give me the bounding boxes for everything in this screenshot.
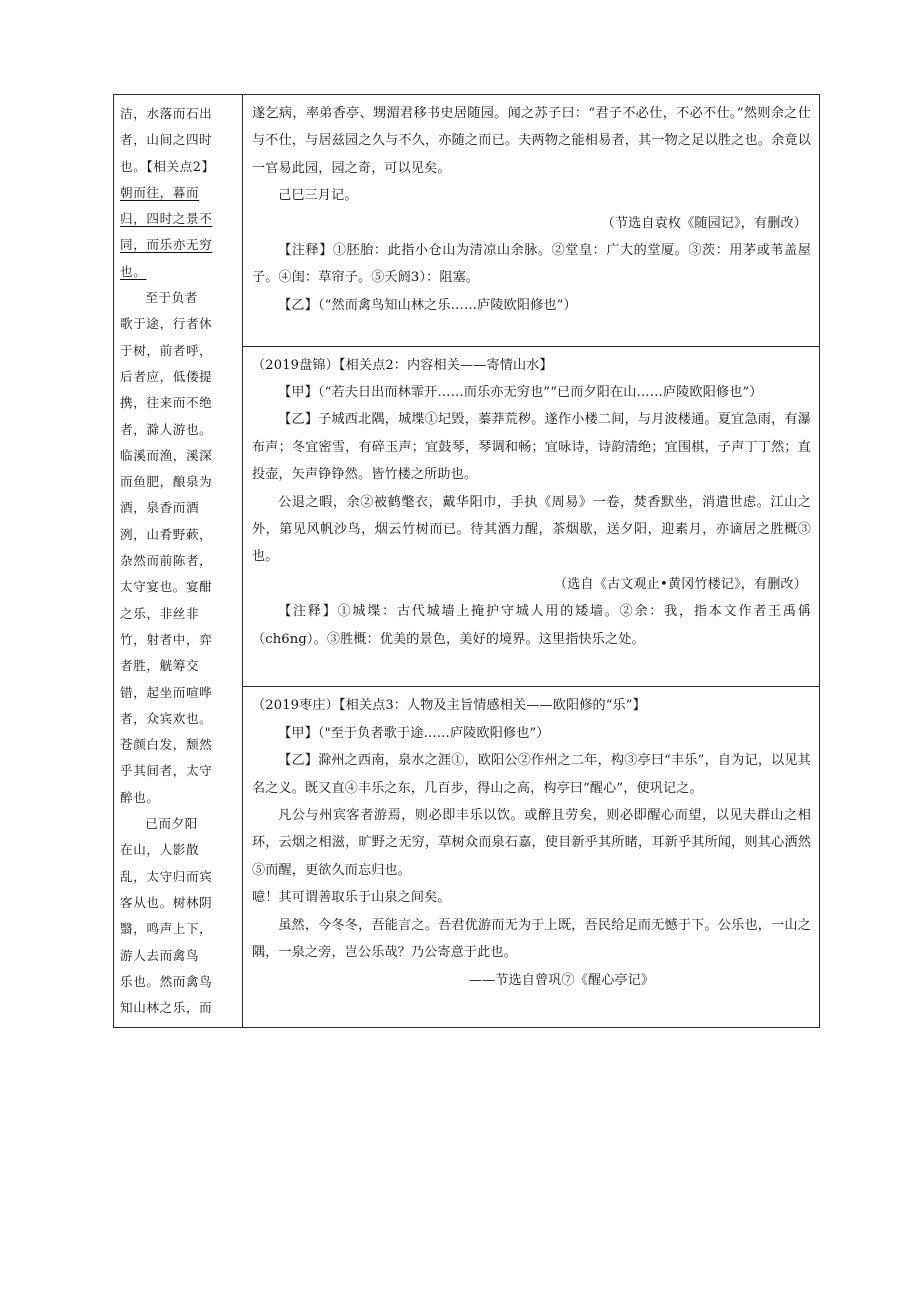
right-row-suiyuanji [243, 95, 820, 347]
left-passage-line: 太守宴也。宴酣 [120, 579, 213, 595]
left-passage-line [120, 232, 237, 258]
passage-paragraph: （2019盘锦）【相关点2：内容相关——寄情山水】 [252, 357, 553, 373]
passage-paragraph: 虽然，今冬冬，吾能言之。吾君优游而无为于上既，吾民给足而无憾于下。公乐也，一山之隅，一泉之旁，岂公乐哉？乃公寄意于此也。 [252, 917, 811, 961]
passage-paragraph: 己巳三月记。 [278, 188, 358, 204]
passage-paragraph: 【乙】子城西北隅，城堞①圮毁，蓁莽荒秽。遂作小楼二间，与月波楼通。夏宜急雨，有瀑布声；冬宜密雪，有碎玉声；宜鼓琴，琴调和畅；宜咏诗，诗韵清绝；宜围棋，子声丁丁然；直投壶，矢声铮铮然。皆竹楼之所助也。 [252, 412, 811, 483]
left-passage-cell [114, 95, 243, 1028]
passage-paragraph: 噫！其可谓善取乐于山泉之间矣。 [252, 890, 451, 906]
left-passage-line: 也。【相关点2】 [120, 158, 215, 174]
left-passage-line: 洌，山肴野蔌， [120, 526, 213, 542]
passage-paragraph: 【乙】（“然而禽鸟知山林之乐……庐陵欧阳修也”） [278, 297, 577, 313]
left-passage-line: 而鱼肥，酿泉为 [120, 474, 213, 490]
left-passage-line: 杂然而前陈者， [120, 553, 213, 569]
passage-paragraph: 遂乞病，率弟香亭、甥湄君移书史居随园。闻之苏子曰：“君子不必仕，不必不仕。”然则余之仕与不仕，与居兹园之久与不久，亦随之而已。夫两物之能相易者，其一物之足以胜之也。余竟以一官易此园，园之奇，可以见矣。 [252, 106, 811, 176]
passage-paragraph: （2019枣庄）【相关点3：人物及主旨情感相关——欧阳修的“乐”】 [252, 698, 646, 714]
left-passage-text [120, 101, 237, 1021]
passage-paragraph: 【甲】（"至于负者歌于途……庐陵欧阳修也”） [278, 725, 550, 741]
left-passage-line: 乱，太守归而宾 [120, 868, 213, 884]
passage-paragraph: 【注释】①胚胎：此指小仓山为清凉山余脉。②堂皇：广大的堂厦。③茨：用茅或苇盖屋子。④闺：草帘子。⑤夭阏3）：阻塞。 [252, 243, 811, 286]
left-passage-line: 乐也。然而禽鸟 [120, 973, 213, 989]
left-passage-line: 者，山间之四时 [120, 132, 213, 148]
left-passage-line: 酒，泉香而酒 [120, 500, 200, 516]
zaozhuang-text [252, 692, 811, 993]
table-row [114, 95, 820, 347]
underlined-text: 朝而往，暮而 [120, 184, 200, 200]
left-passage-line: 在山，人影散 [120, 842, 200, 858]
left-passage-line: 者胜，觥筹交 [120, 658, 200, 674]
underlined-text: 同，而乐亦无穷 [120, 237, 213, 253]
left-passage-line [120, 206, 237, 232]
left-passage-line: 苍颜白发，颓然 [120, 737, 213, 753]
passage-paragraph: （选自《古文观止•黄冈竹楼记》，有删改） [554, 576, 807, 592]
left-passage-line: 翳，鸣声上下， [120, 921, 213, 937]
suiyuanji-text [252, 100, 811, 319]
right-row-zaozhuang [243, 687, 820, 1028]
underlined-text: 归，四时之景不 [120, 211, 213, 227]
panjin-text [252, 352, 811, 653]
left-passage-line [120, 180, 237, 206]
left-passage-line: 后者应，低偻提 [120, 368, 213, 384]
left-passage-line: 知山林之乐，而 [120, 1000, 213, 1016]
right-row-panjin [243, 346, 820, 687]
passage-paragraph: ——节选自曾巩⑦《醒心亭记》 [468, 972, 655, 988]
left-passage-line: 洁，水落而石出 [120, 106, 213, 121]
passage-paragraph: （节选自袁枚《随园记》，有删改） [601, 215, 807, 231]
passage-paragraph: 【注释】①城堞：古代城墙上掩护守城人用的矮墙。②余：我，指本文作者王禹偁（ch6ng）。③胜概：优美的景色，美好的境界。这里指快乐之处。 [252, 604, 811, 647]
left-passage-line: 至于负者 [145, 290, 198, 306]
left-passage-line: 于树，前者呼， [120, 342, 213, 358]
comparison-reading-table [113, 94, 820, 1028]
passage-paragraph: 【乙】滁州之西南，泉水之涯①，欧阳公②作州之二年，构③亭曰“丰乐”，自为记，以见其名之义。既又直④丰乐之东，几百步，得山之高，构亭曰“醒心”，使巩记之。 [252, 753, 811, 796]
left-passage-line: 游人去而禽鸟 [120, 947, 200, 963]
left-passage-line: 竹，射者中，弈 [120, 631, 213, 647]
left-passage-line: 歌于途，行者休 [120, 316, 213, 332]
left-passage-line: 乎其间者，太守 [120, 763, 213, 779]
left-passage-line: 醉也。 [120, 789, 160, 805]
left-passage-line: 者，滁人游也。 [120, 421, 213, 437]
passage-paragraph: 公退之暇，余②被鹤氅衣，戴华阳巾，手执《周易》一卷，焚香默坐，消遣世虑。江山之外，第见风帆沙鸟，烟云竹树而已。待其酒力醒，茶烟歇，送夕阳，迎素月，亦谪居之胜概③也。 [252, 494, 811, 565]
left-passage-line: 之乐，非丝非 [120, 605, 200, 621]
left-passage-line: 已而夕阳 [145, 816, 198, 832]
left-passage-line: 临溪而渔，溪深 [120, 447, 213, 463]
left-passage-line: 客从也。树林阴 [120, 894, 213, 910]
left-passage-line: 携，往来而不绝 [120, 395, 213, 411]
left-passage-line: 错，起坐而喧哗 [120, 684, 213, 700]
passage-paragraph: 凡公与州宾客者游焉，则必即丰乐以饮。或醉且劳矣，则必即醒心而望，以见夫群山之相环，云烟之相滋，旷野之无穷，草树众而泉石嘉，使目新乎其所睹，耳新乎其所闻，则其心洒然⑤而醒，更欲久而忘归也。 [252, 808, 811, 878]
passage-paragraph: 【甲】（“若夫日出而林霏开……而乐亦无穷也”“已而夕阳在山……庐陵欧阳修也”） [278, 384, 763, 400]
left-passage-line [120, 259, 237, 285]
left-passage-line: 者，众宾欢也。 [120, 710, 213, 726]
underlined-text: 也。 [120, 263, 147, 279]
